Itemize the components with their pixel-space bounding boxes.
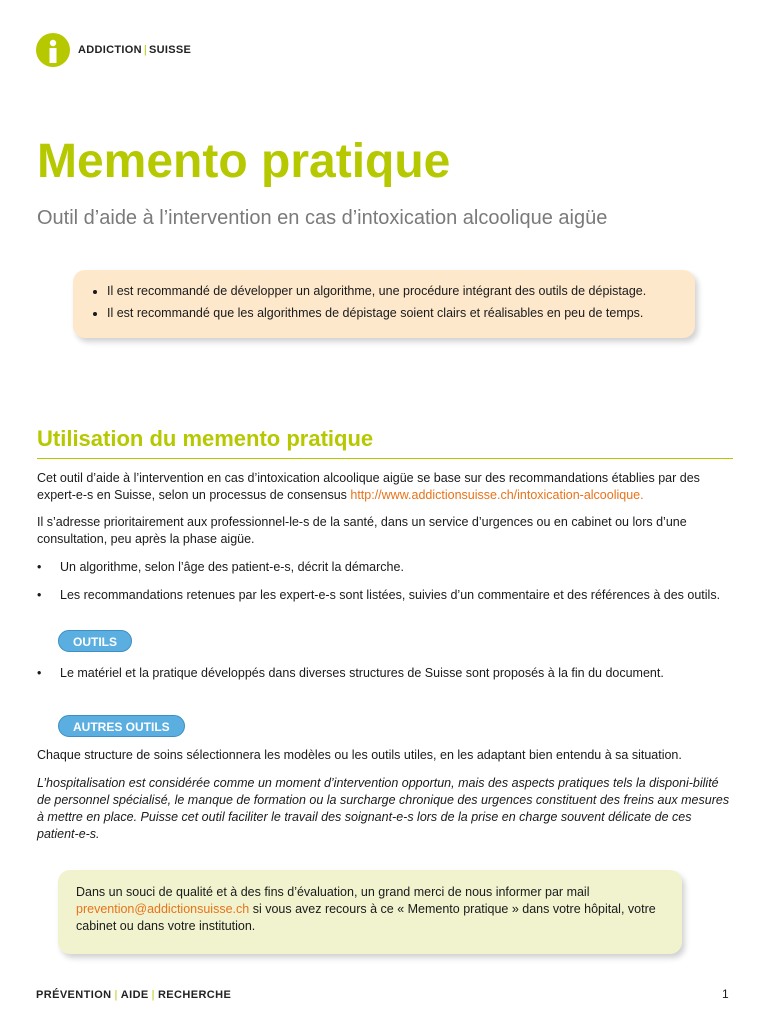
list-item: • Le matériel et la pratique développés dans diverses structures de Suisse sont proposés à la fin du document.: [37, 666, 664, 680]
bullet-icon: •: [37, 588, 42, 602]
feedback-text: Dans un souci de qualité et à des fins d’évaluation, un grand merci de nous informer par mail prevention@addictionsuisse.ch si vous avez recours à ce « Memento pratique » dans votre hôpital, votre cabinet ou dans votre institution.: [76, 885, 656, 933]
intro-paragraph: Cet outil d’aide à l’intervention en cas d’intoxication alcoolique aigüe se base sur des recommandations établies par des expert-e-s en Suisse, selon un processus de consensus http://www.addictionsuisse.ch/intoxication-alcoolique.: [37, 471, 700, 502]
recommendation-item: • Il est recommandé que les algorithmes de dépistage soient clairs et réalisables en peu de temps.: [107, 306, 695, 320]
page-subtitle: Outil d’aide à l’intervention en cas d’intoxication alcoolique aigüe: [37, 207, 608, 229]
feedback-email-link[interactable]: prevention@addictionsuisse.ch: [76, 902, 250, 916]
recommendation-item: • Il est recommandé de développer un algorithme, une procédure intégrant des outils de dépistage.: [107, 284, 695, 298]
recommendations-list: [73, 284, 695, 320]
footer-tagline: PRÉVENTION | AIDE | RECHERCHE: [36, 989, 232, 1001]
recommendations-box: [73, 270, 695, 338]
page-title: Memento pratique: [37, 135, 451, 188]
org-name: ADDICTION | SUISSE: [78, 44, 192, 56]
section-title: Utilisation du memento pratique: [37, 426, 733, 459]
bullet-icon: •: [37, 666, 42, 680]
audience-paragraph: Il s’adresse prioritairement aux professionnel-le-s de la santé, dans un service d’urgences ou en cabinet ou lors d’une consultation, peu après la phase aigüe.: [37, 515, 687, 546]
bullet-icon: •: [37, 560, 42, 574]
hospitalisation-paragraph: L’hospitalisation est considérée comme un moment d’intervention opportun, mais des aspects pratiques tels la disponi-bilité de personnel spécialisé, le manque de formation ou la surcharge chronique des urgences constituent des freins aux mesures à mettre en place. Puisse cet outil faciliter le travail des soignant-e-s lors de la prise en charge souvent délicate de ces patient-e-s.: [37, 776, 730, 841]
addiction-suisse-logo-icon: [36, 33, 70, 67]
outils-button[interactable]: OUTILS: [58, 630, 132, 652]
feedback-box: [58, 870, 682, 954]
org-logo: [36, 33, 191, 67]
page-number: 1: [722, 987, 729, 1001]
consensus-link[interactable]: http://www.addictionsuisse.ch/intoxication-alcoolique.: [350, 488, 644, 502]
autres-outils-button[interactable]: AUTRES OUTILS: [58, 715, 185, 737]
selection-paragraph: Chaque structure de soins sélectionnera les modèles ou les outils utiles, en les adaptant bien entendu à sa situation.: [37, 748, 682, 762]
list-item: • Un algorithme, selon l’âge des patient-e-s, décrit la démarche.: [37, 560, 404, 574]
list-item: • Les recommandations retenues par les expert-e-s sont listées, suivies d’un commentaire et des références à des outils.: [37, 588, 721, 602]
